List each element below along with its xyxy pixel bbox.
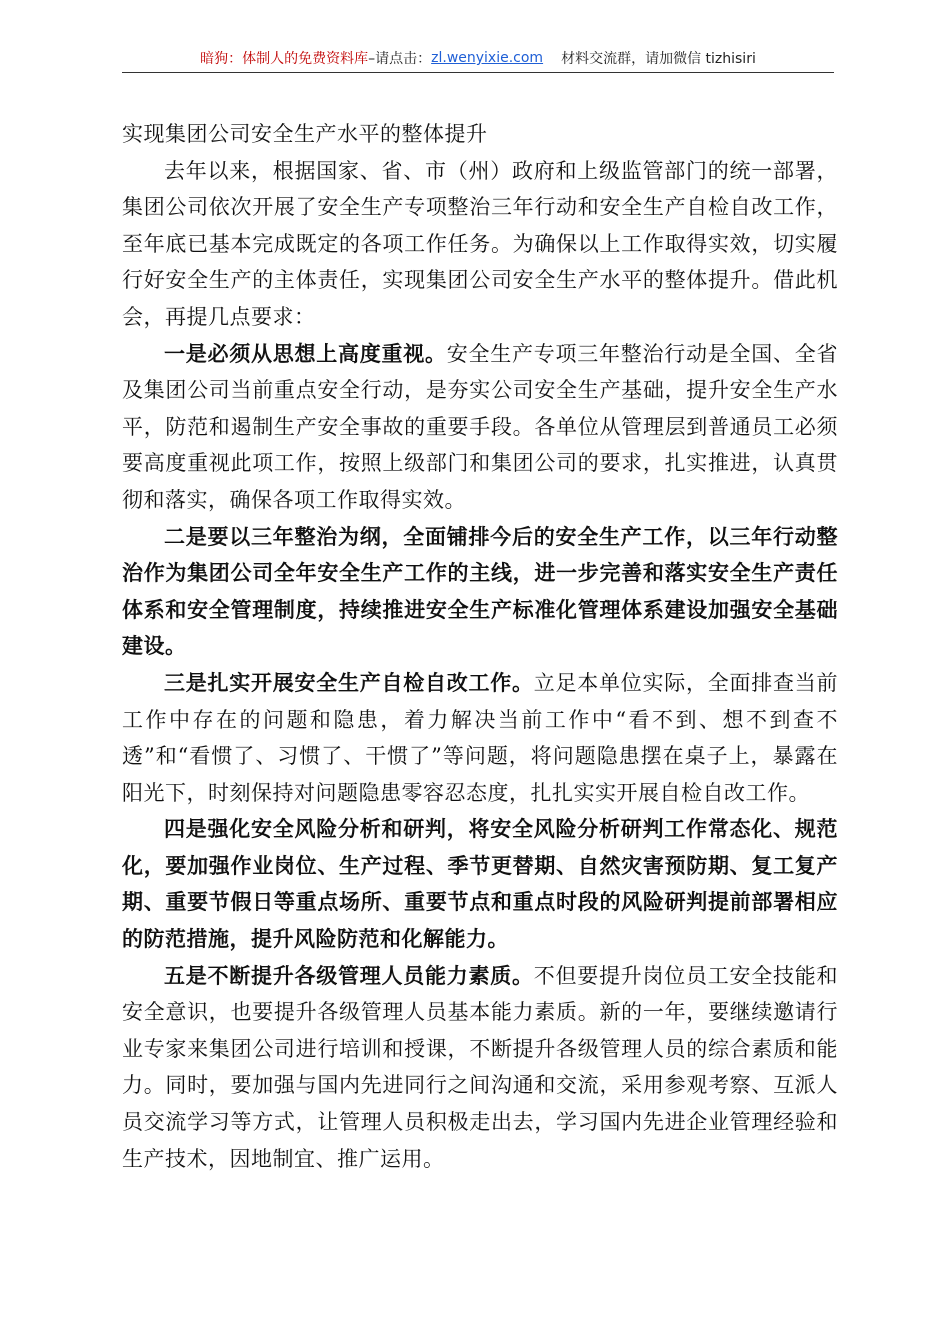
item-paragraph-1 xyxy=(122,336,838,519)
header-brand: 暗狗：体制人的免费资料库 xyxy=(200,51,369,67)
header-link[interactable]: zl.wenyixie.com xyxy=(431,50,544,66)
item-heading: 一是必须从思想上高度重视。 xyxy=(164,340,447,366)
header-divider xyxy=(122,72,834,73)
item-heading: 五是不断提升各级管理人员能力素质。 xyxy=(164,962,534,988)
intro-paragraph: 去年以来，根据国家、省、市（州）政府和上级监管部门的统一部署，集团公司依次开展了安全生产专项整治三年行动和安全生产自检自改工作，至年底已基本完成既定的各项工作任务。为确保以上工作取得实效，切实履行好安全生产的主体责任，实现集团公司安全生产水平的整体提升。借此机会，再提几点要求： xyxy=(122,158,838,329)
item-paragraph-4 xyxy=(122,811,838,957)
header-note: 材料交流群，请加微信 tizhisiri xyxy=(561,51,756,67)
item-heading: 三是扎实开展安全生产自检自改工作。 xyxy=(164,669,534,695)
title-line: 实现集团公司安全生产水平的整体提升 xyxy=(122,122,488,146)
item-heading: 四是强化安全风险分析和研判，将安全风险分析研判工作常态化、规范化，要加强作业岗位、生产过程、季节更替期、自然灾害预防期、复工复产期、重要节假日等重点场所、重要节点和重点时段的风险研判提前部署相应的防范措施，提升风险防范和化解能力。 xyxy=(122,816,838,952)
page-header xyxy=(122,44,834,72)
item-heading: 二是要以三年整治为纲，全面铺排今后的安全生产工作，以三年行动整治作为集团公司全年安全生产工作的主线，进一步完善和落实安全生产责任体系和安全管理制度，持续推进安全生产标准化管理体系建设加强安全基础建设。 xyxy=(122,523,838,659)
item-text: 立足本单位实际，全面排查当前工作中存在的问题和隐患，着力解决当前工作中“看不到、想不到查不透”和“看惯了、习惯了、干惯了”等问题，将问题隐患摆在桌子上，暴露在阳光下，时刻保持对问题隐患零容忍态度，扎扎实实开展自检自改工作。 xyxy=(122,670,838,805)
item-paragraph-3 xyxy=(122,665,838,811)
item-paragraph-5 xyxy=(122,958,838,1178)
item-text: 不但要提升岗位员工安全技能和安全意识，也要提升各级管理人员基本能力素质。新的一年，要继续邀请行业专家来集团公司进行培训和授课，不断提升各级管理人员的综合素质和能力。同时，要加强与国内先进同行之间沟通和交流，采用参观考察、互派人员交流学习等方式，让管理人员积极走出去，学习国内先进企业管理经验和生产技术，因地制宜、推广运用。 xyxy=(122,963,838,1171)
document-body xyxy=(122,116,838,1177)
header-separator: –请点击： xyxy=(368,51,432,67)
item-paragraph-2 xyxy=(122,519,838,665)
item-text: 安全生产专项三年整治行动是全国、全省及集团公司当前重点安全行动，是夯实公司安全生产基础，提升安全生产水平，防范和遏制生产安全事故的重要手段。各单位从管理层到普通员工必须要高度重视此项工作，按照上级部门和集团公司的要求，扎实推进，认真贯彻和落实，确保各项工作取得实效。 xyxy=(122,341,838,512)
